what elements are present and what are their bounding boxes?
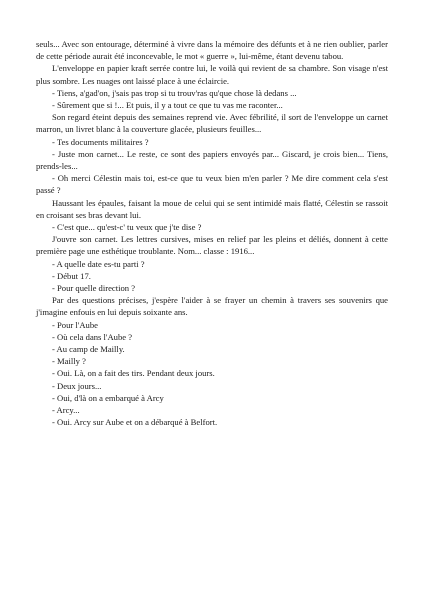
dialogue-line: - Au camp de Mailly. xyxy=(52,344,125,355)
paragraph: J'ouvre son carnet. Les lettres cursives, mises en relief par les pleins et déliés, donnent à cette première page une esthétique troublante. Nom... classe : 1916... xyxy=(36,234,388,257)
dialogue-line: - Sûrement que si !... Et puis, il y a tout ce que tu vas me raconter... xyxy=(52,100,283,111)
paragraph: Son regard éteint depuis des semaines reprend vie. Avec fébrilité, il sort de l'enveloppe un carnet marron, un livret blanc à la couverture glacée, plusieurs feuilles... xyxy=(36,112,388,135)
paragraph: L'enveloppe en papier kraft serrée contre lui, le voilà qui revient de sa chambre. Son visage n'est plus sombre. Les nuages ont laissé place à une éclaircie. xyxy=(36,63,388,86)
dialogue-line: - Où cela dans l'Aube ? xyxy=(52,331,133,342)
paragraph: Par des questions précises, j'espère l'aider à se frayer un chemin à travers ses souvenirs que j'imagine enfouis en lui depuis soixante ans. xyxy=(36,295,388,318)
dialogue-line: - Début 17. xyxy=(52,270,91,281)
dialogue-line: - A quelle date es-tu parti ? xyxy=(52,258,145,269)
paragraph: Haussant les épaules, faisant la moue de celui qui se sent intimidé mais flatté, Célestin se rassoit en croisant ses bras devant lui. xyxy=(36,197,388,220)
dialogue-line: - Tes documents militaires ? xyxy=(52,136,149,147)
dialogue-line: - Oui. Là, on a fait des tirs. Pendant deux jours. xyxy=(52,368,215,379)
dialogue-line: - Arcy... xyxy=(52,405,80,416)
dialogue-line: - Pour quelle direction ? xyxy=(52,283,136,294)
dialogue-line: - Oui. Arcy sur Aube et on a débarqué à Belfort. xyxy=(52,417,218,428)
body-text xyxy=(36,38,388,429)
dialogue-line: - C'est que... qu'est-c' tu veux que j'te dise ? xyxy=(52,222,202,233)
dialogue-line: - Deux jours... xyxy=(52,380,102,391)
dialogue-line: - Pour l'Aube xyxy=(52,319,98,330)
dialogue-line: - Oh merci Célestin mais toi, est-ce que tu veux bien m'en parler ? Me dire comment cela s'est passé ? xyxy=(36,173,388,196)
dialogue-line: - Mailly ? xyxy=(52,356,86,367)
dialogue-line: - Juste mon carnet... Le reste, ce sont des papiers envoyés par... Giscard, je crois bien... Tiens, prends-les... xyxy=(36,148,388,172)
dialogue-line: - Tiens, a'gad'on, j'sais pas trop si tu trouv'ras qu'que chose là dedans ... xyxy=(52,87,297,98)
paragraph: seuls... Avec son entourage, déterminé à vivre dans la mémoire des défunts et à ne rien oublier, parler de cette période aurait été inconcevable, le mot « guerre », lui-même, étant devenu tabou. xyxy=(36,39,388,62)
dialogue-line: - Oui, d'là on a embarqué à Arcy xyxy=(52,392,164,403)
